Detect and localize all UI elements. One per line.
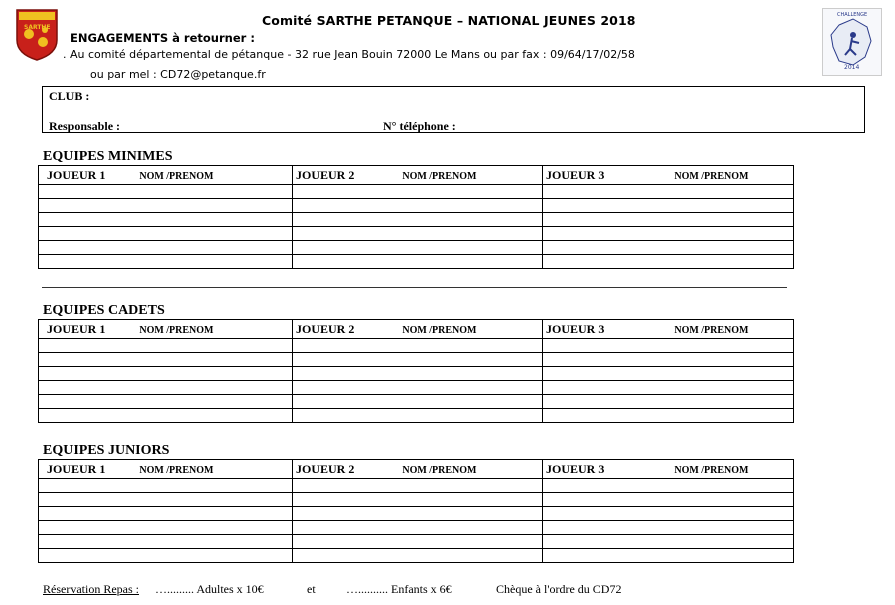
logo-right-top-text: CHALLENGE bbox=[837, 12, 868, 18]
table-row bbox=[39, 507, 794, 521]
table-header-row bbox=[39, 460, 794, 479]
player-cell[interactable] bbox=[293, 493, 543, 507]
player-cell[interactable] bbox=[293, 535, 543, 549]
table-row bbox=[39, 255, 794, 269]
table-header-row bbox=[39, 166, 794, 185]
table-row bbox=[39, 493, 794, 507]
joueur3-label: JOUEUR 3 bbox=[546, 168, 605, 182]
player-cell[interactable] bbox=[543, 241, 794, 255]
table-row bbox=[39, 395, 794, 409]
section-title-minimes: EQUIPES MINIMES bbox=[43, 149, 173, 164]
page-title: Comité SARTHE PETANQUE – NATIONAL JEUNES 2018 bbox=[262, 13, 636, 28]
player-cell[interactable] bbox=[39, 479, 293, 493]
player-cell[interactable] bbox=[543, 339, 794, 353]
joueur1-label: JOUEUR 1 bbox=[47, 322, 106, 336]
table-row bbox=[39, 521, 794, 535]
table-row bbox=[39, 353, 794, 367]
reservation-label: Réservation Repas : bbox=[43, 582, 139, 596]
player-cell[interactable] bbox=[293, 353, 543, 367]
player-cell[interactable] bbox=[39, 213, 293, 227]
nom-prenom-label: NOM /PRENOM bbox=[139, 465, 214, 476]
table-row bbox=[39, 241, 794, 255]
email-line: ou par mel : CD72@petanque.fr bbox=[90, 68, 266, 81]
section-title-juniors: EQUIPES JUNIORS bbox=[43, 443, 170, 458]
header-cell bbox=[543, 166, 794, 185]
header-cell bbox=[39, 320, 293, 339]
player-cell[interactable] bbox=[293, 255, 543, 269]
player-cell[interactable] bbox=[293, 549, 543, 563]
player-cell[interactable] bbox=[39, 507, 293, 521]
nom-prenom-label: NOM /PRENOM bbox=[674, 465, 749, 476]
telephone-label: N° téléphone : bbox=[383, 119, 456, 133]
player-cell[interactable] bbox=[39, 367, 293, 381]
team-table-minimes bbox=[38, 165, 794, 269]
player-cell[interactable] bbox=[39, 185, 293, 199]
player-cell[interactable] bbox=[39, 339, 293, 353]
nom-prenom-label: NOM /PRENOM bbox=[139, 171, 214, 182]
header-cell bbox=[39, 460, 293, 479]
player-cell[interactable] bbox=[39, 199, 293, 213]
player-cell[interactable] bbox=[39, 549, 293, 563]
nom-prenom-label: NOM /PRENOM bbox=[139, 325, 214, 336]
player-cell[interactable] bbox=[293, 521, 543, 535]
player-cell[interactable] bbox=[293, 339, 543, 353]
player-cell[interactable] bbox=[293, 367, 543, 381]
player-cell[interactable] bbox=[39, 255, 293, 269]
table-row bbox=[39, 213, 794, 227]
player-cell[interactable] bbox=[39, 535, 293, 549]
nom-prenom-label: NOM /PRENOM bbox=[402, 325, 477, 336]
joueur2-label: JOUEUR 2 bbox=[296, 168, 355, 182]
club-info-box bbox=[42, 86, 865, 133]
player-cell[interactable] bbox=[293, 479, 543, 493]
player-cell[interactable] bbox=[39, 241, 293, 255]
player-cell[interactable] bbox=[39, 409, 293, 423]
player-cell[interactable] bbox=[543, 255, 794, 269]
table-row bbox=[39, 381, 794, 395]
joueur1-label: JOUEUR 1 bbox=[47, 168, 106, 182]
player-cell[interactable] bbox=[293, 409, 543, 423]
header-cell bbox=[543, 320, 794, 339]
player-cell[interactable] bbox=[543, 185, 794, 199]
player-cell[interactable] bbox=[543, 479, 794, 493]
section-title-cadets: EQUIPES CADETS bbox=[43, 303, 165, 318]
player-cell[interactable] bbox=[543, 521, 794, 535]
player-cell[interactable] bbox=[39, 521, 293, 535]
address-line: . Au comité départemental de pétanque - 32 rue Jean Bouin 72000 Le Mans ou par fax : 09/64/17/02/58 bbox=[63, 48, 635, 61]
player-cell[interactable] bbox=[543, 395, 794, 409]
enfants-field: ….......... Enfants x 6€ bbox=[346, 582, 452, 596]
table-row bbox=[39, 409, 794, 423]
player-cell[interactable] bbox=[293, 395, 543, 409]
table-row bbox=[39, 535, 794, 549]
header-cell bbox=[293, 460, 543, 479]
club-label: CLUB : bbox=[49, 89, 90, 103]
section-divider bbox=[42, 287, 787, 288]
player-cell[interactable] bbox=[543, 493, 794, 507]
table-row bbox=[39, 367, 794, 381]
player-cell[interactable] bbox=[293, 213, 543, 227]
table-row bbox=[39, 185, 794, 199]
challenge-france-logo bbox=[822, 8, 882, 76]
nom-prenom-label: NOM /PRENOM bbox=[674, 171, 749, 182]
cheque-text: Chèque à l'ordre du CD72 bbox=[496, 582, 622, 596]
player-cell[interactable] bbox=[39, 493, 293, 507]
player-cell[interactable] bbox=[39, 395, 293, 409]
logo-right-year: 2014 bbox=[844, 64, 860, 71]
table-row bbox=[39, 227, 794, 241]
logo-left-text: SARTHE bbox=[24, 24, 51, 31]
player-cell[interactable] bbox=[293, 241, 543, 255]
table-row bbox=[39, 479, 794, 493]
table-header-row bbox=[39, 320, 794, 339]
player-cell[interactable] bbox=[39, 381, 293, 395]
player-cell[interactable] bbox=[543, 507, 794, 521]
table-row bbox=[39, 339, 794, 353]
player-cell[interactable] bbox=[543, 353, 794, 367]
player-cell[interactable] bbox=[543, 199, 794, 213]
header-cell bbox=[293, 166, 543, 185]
joueur2-label: JOUEUR 2 bbox=[296, 322, 355, 336]
joueur3-label: JOUEUR 3 bbox=[546, 322, 605, 336]
nom-prenom-label: NOM /PRENOM bbox=[674, 325, 749, 336]
nom-prenom-label: NOM /PRENOM bbox=[402, 465, 477, 476]
responsable-label: Responsable : bbox=[49, 119, 121, 133]
header-cell bbox=[543, 460, 794, 479]
player-cell[interactable] bbox=[543, 409, 794, 423]
player-cell[interactable] bbox=[293, 227, 543, 241]
player-cell[interactable] bbox=[543, 549, 794, 563]
header-cell bbox=[293, 320, 543, 339]
table-row bbox=[39, 199, 794, 213]
team-table-juniors bbox=[38, 459, 794, 563]
joueur3-label: JOUEUR 3 bbox=[546, 462, 605, 476]
team-table-cadets bbox=[38, 319, 794, 423]
et-text: et bbox=[307, 582, 316, 596]
player-cell[interactable] bbox=[293, 507, 543, 521]
table-row bbox=[39, 549, 794, 563]
joueur2-label: JOUEUR 2 bbox=[296, 462, 355, 476]
player-cell[interactable] bbox=[543, 381, 794, 395]
engagements-heading: ENGAGEMENTS à retourner : bbox=[70, 31, 255, 45]
header-cell bbox=[39, 166, 293, 185]
player-cell[interactable] bbox=[39, 227, 293, 241]
player-cell[interactable] bbox=[543, 535, 794, 549]
nom-prenom-label: NOM /PRENOM bbox=[402, 171, 477, 182]
player-cell[interactable] bbox=[293, 381, 543, 395]
player-cell[interactable] bbox=[293, 185, 543, 199]
player-cell[interactable] bbox=[543, 213, 794, 227]
adultes-field: …......... Adultes x 10€ bbox=[155, 582, 264, 596]
player-cell[interactable] bbox=[543, 227, 794, 241]
cd72-logo bbox=[15, 8, 59, 62]
player-cell[interactable] bbox=[543, 367, 794, 381]
joueur1-label: JOUEUR 1 bbox=[47, 462, 106, 476]
player-cell[interactable] bbox=[293, 199, 543, 213]
player-cell[interactable] bbox=[39, 353, 293, 367]
